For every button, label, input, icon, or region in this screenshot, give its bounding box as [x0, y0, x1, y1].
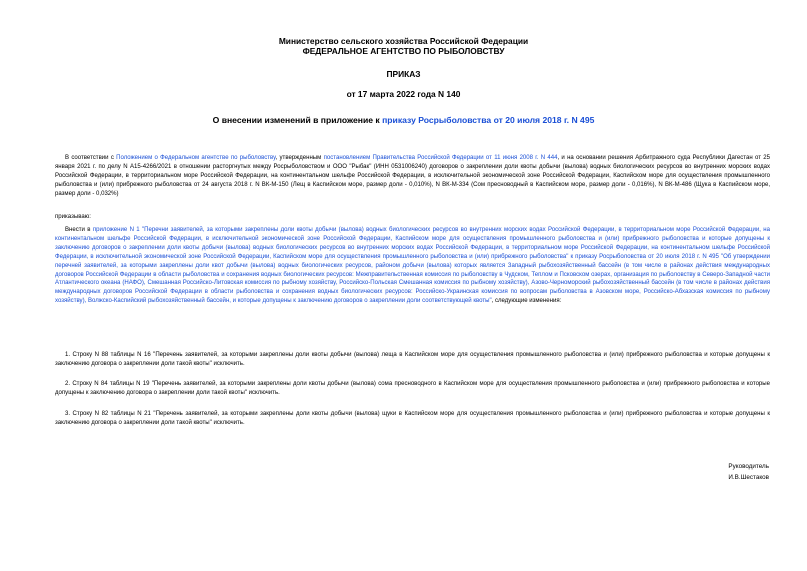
change-item-2: 2. Строку N 84 таблицы N 19 "Перечень заявителей, за которыми закреплены доли квоты добычи (вылова) сома пресноводного в Каспийском море для осуществления промышленного рыболовства и (или) прибрежного рыболовства и которые допущены к заключению договора о закреплении доли такой квоты" исключить.: [55, 381, 770, 396]
signatory-role: Руководитель: [728, 463, 769, 470]
preamble-text-1: В соответствии с: [65, 155, 117, 161]
appendix-link[interactable]: приложение N 1: [92, 227, 140, 233]
preamble-text-3: , и на основании решения Арбитражного суда Республики Дагестан от 25 января 2021 г. по делу N А15-4266/2021 в отношении расторгнутых между Росрыболовством и ООО "Рыбак" (ИНН 0531006240) договоров о закреплении доли квоты добычи (вылова) водных биологических ресурсов во внутренних морских водах Российской Федерации, в территориальном море Российской Федерации, на континентальном шельфе Российской Федерации, в исключительной экономической зоне Российской Федерации, Каспийском море для осуществления промышленного рыболовства и (или) прибрежного рыболовства от 24 августа 2018 г. N ВК-М-150 (Лещ в Каспийском море, размер доли - 0,010%), N ВК-М-334 (Сом пресноводный в Каспийском море, размер доли - 0,016%), N ВК-М-486 (Щука в Каспийском море, размер доли - 0,032%): [55, 155, 770, 197]
main-text-1: Внести в: [65, 227, 93, 233]
government-decree-link[interactable]: постановлением Правительства Российской Федерации от 11 июня 2008 г. N 444: [323, 155, 558, 161]
appendix-title-link[interactable]: "Перечни заявителей, за которыми закреплены доли квоты добычи (вылова) водных биологических ресурсов во внутренних морских водах Российской Федерации, в территориальном море Российской Федерации, на континентальном шельфе Российской Федерации, в исключительной экономической зоне Российской Федерации, Каспийском море для осуществления промышленного рыболовства и (или) прибрежного рыболовства и которые допущены к заключению договоров о закреплении доли квоты добычи (вылова) водных биологических ресурсов во внутренних морских водах Российской Федерации, в территориальном море Российской Федерации, на континентальном шельфе Российской Федерации, в исключительной экономической зоне Российской Федерации, Каспийском море для осуществления промышленного рыболовства и (или) прибрежного рыболовства" к приказу Росрыболовства от 20 июля 2018 г. N 495 "Об утверждении перечней заявителей, за которыми закреплены доли квот добычи (вылова) водных биологических ресурсов, районом добычи (вылова) которых является Западный рыбохозяйственный бассейн (в том числе в районах действия международных договоров Российской Федерации в области рыболовства и сохранения водных биологических ресурсов: Межправительственная комиссия по рыболовству в Чудском, Теплом и Псковском озерах, организация по рыболовству в Северо-Западной части Атлантического океана (НАФО), Смешанная Российско-Литовская комиссия по рыбному хозяйству, Российско-Польская Смешанная комиссия по рыбному хозяйству), Азово-Черноморский рыбохозяйственный бассейн (в том числе в районах действия международных договоров Российской Федерации в области рыболовства и сохранения водных биологических ресурсов: Российско-Украинская комиссия по вопросам рыболовства в Азовском море, Российско-Абхазская комиссия по рыбному хозяйству), Волжско-Каспийский рыбохозяйственный бассейн, и которые допущены к заключению договоров о закреплении доли соответствующей квоты": [55, 227, 770, 305]
agency-name: ФЕДЕРАЛЬНОЕ АГЕНТСТВО ПО РЫБОЛОВСТВУ: [302, 46, 505, 56]
change-item-1: 1. Строку N 88 таблицы N 16 "Перечень заявителей, за которыми закреплены доли квоты добычи (вылова) леща в Каспийском море для осуществления промышленного рыболовства и (или) прибрежного рыболовства и которые допущены к заключению договора о закреплении доли такой квоты" исключить.: [55, 352, 770, 367]
order-word: приказываю:: [55, 214, 91, 220]
main-paragraph: [55, 226, 770, 306]
signatory-name: И.В.Шестаков: [728, 474, 769, 481]
title-order-link[interactable]: приказу Росрыболовства от 20 июля 2018 г. N 495: [382, 115, 595, 125]
regulation-link[interactable]: Положением о Федеральном агентстве по рыболовству: [116, 155, 276, 161]
change-item-3: 3. Строку N 82 таблицы N 21 "Перечень заявителей, за которыми закреплены доли квоты добычи (вылова) щуки в Каспийском море для осуществления промышленного рыболовства и (или) прибрежного рыболовства и которые допущены к заключению договора о закреплении доли такой квоты" исключить.: [55, 411, 770, 426]
document-type: ПРИКАЗ: [386, 69, 421, 79]
main-text-2: , следующие изменения:: [491, 298, 562, 305]
document-title: [0, 115, 807, 125]
document-date-number: от 17 марта 2022 года N 140: [346, 89, 461, 99]
title-prefix: О внесении изменений в приложение к: [212, 115, 383, 125]
ministry-name: Министерство сельского хозяйства Российской Федерации: [278, 36, 529, 46]
preamble-paragraph: [55, 154, 770, 199]
preamble-text-2: , утвержденным: [275, 155, 324, 161]
